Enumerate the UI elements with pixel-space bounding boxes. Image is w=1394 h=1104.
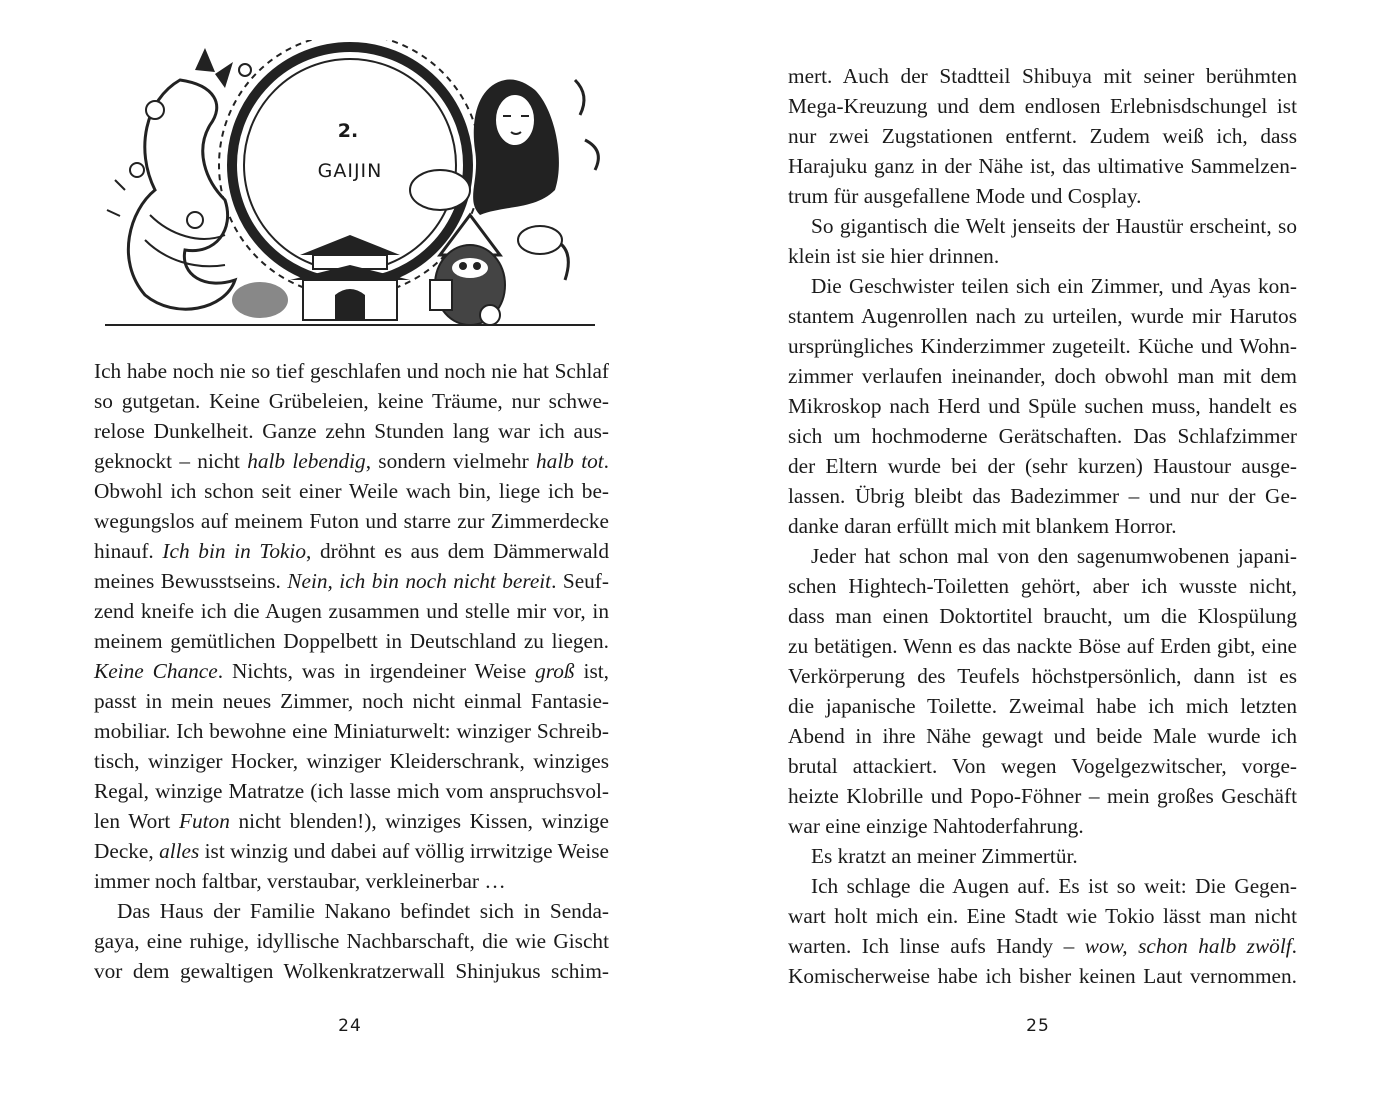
text-line [94,866,609,896]
text-segment: wegungslos auf meinem Futon und starre zur Zimmerdecke [94,509,609,533]
text-line [94,956,609,986]
text-segment: Regal, winzige Matratze (ich lasse mich vom anspruchsvol- [94,779,609,803]
text-line [788,91,1297,121]
text-line [788,241,1297,271]
text-line [94,536,609,566]
text-segment: . Nichts, was in irgendeiner Weise [217,659,536,683]
text-segment: . Seuf- [551,569,609,593]
text-line [94,596,609,626]
left-page-text [94,356,609,986]
text-line [788,841,1297,871]
italic-text: alles [159,839,200,863]
text-segment: Mikroskop nach Herd und Spüle suchen muss, handelt es [788,394,1297,418]
text-segment: So gigantisch die Welt jenseits der Haustür erscheint, so [811,214,1297,238]
text-segment: Verkörperung des Teufels höchstpersönlich, dann ist es [788,664,1297,688]
text-line [788,541,1297,571]
text-segment: len Wort [94,809,179,833]
text-line [94,776,609,806]
text-line [788,721,1297,751]
text-line [788,361,1297,391]
text-segment: war eine einzige Nahtoderfahrung. [788,814,1084,838]
text-segment: meines Bewusstseins. [94,569,288,593]
text-segment: zend kneife ich die Augen zusammen und stelle mir vor, in [94,599,609,623]
text-line [788,571,1297,601]
text-segment: . [1291,934,1297,958]
text-segment: Abend in ihre Nähe gewagt und beide Male wurde ich [788,724,1297,748]
text-line [788,181,1297,211]
text-segment: Jeder hat schon mal von den sagenumwobenen japani- [811,544,1297,568]
text-line [94,386,609,416]
text-segment: nicht blenden!), winziges Kissen, winzige [229,809,610,833]
text-line [788,631,1297,661]
text-line [788,301,1297,331]
text-line [788,211,1297,241]
text-segment: Komischerweise habe ich bisher keinen Laut vernommen. [788,964,1297,988]
text-segment: lassen. Übrig bleibt das Badezimmer – und nur der Ge- [788,484,1297,508]
page-number: 24 [338,1016,362,1036]
italic-text: Nein, ich bin noch nicht bereit [287,569,552,593]
text-segment: trum für ausgefallene Mode und Cosplay. [788,184,1142,208]
text-segment: die japanische Toilette. Zweimal habe ich mich letzten [788,694,1297,718]
text-segment: ist winzig und dabei auf völlig irrwitzige Weise [199,839,609,863]
text-line [788,691,1297,721]
text-line [94,566,609,596]
text-line [94,926,609,956]
text-segment: tisch, winziger Hocker, winziger Kleiderschrank, winziges [94,749,609,773]
text-segment: sich um hochmoderne Gerätschaften. Das Schlafzimmer [788,424,1297,448]
text-line [788,661,1297,691]
text-line [94,836,609,866]
text-segment: Ich habe noch nie so tief geschlafen und noch nie hat Schlaf [94,359,609,383]
text-segment: nur zwei Zugstationen entfernt. Zudem weiß ich, dass [788,124,1297,148]
page-number: 25 [1026,1016,1050,1036]
text-segment: klein ist sie hier drinnen. [788,244,1000,268]
text-segment: mert. Auch der Stadtteil Shibuya mit seiner berühmten [788,64,1297,88]
text-line [788,781,1297,811]
italic-text: Futon [178,809,230,833]
text-segment: geknockt – nicht [94,449,248,473]
text-segment: Ich schlage die Augen auf. Es ist so weit: Die Gegen- [811,874,1297,898]
text-segment: mobiliar. Ich bewohne eine Miniaturwelt: winziger Schreib- [94,719,609,743]
text-line [94,806,609,836]
text-line [94,686,609,716]
text-line [788,151,1297,181]
text-segment: so gutgetan. Keine Grübeleien, keine Träume, nur schwe- [94,389,609,413]
text-segment: ist, [574,659,609,683]
right-page-text [788,61,1297,991]
text-line [788,481,1297,511]
text-segment: heizte Klobrille und Popo-Föhner – mein großes Geschäft [788,784,1297,808]
text-line [788,271,1297,301]
text-segment: passt in mein neues Zimmer, noch nicht einmal Fantasie- [94,689,609,713]
text-segment: danke daran erfüllt mich mit blankem Horror. [788,514,1177,538]
right-page [697,0,1394,1104]
text-line [94,416,609,446]
text-segment: zimmer verlaufen ineinander, doch obwohl man mit dem [788,364,1297,388]
text-segment: Das Haus der Familie Nakano befindet sich in Senda- [117,899,609,923]
text-line [788,451,1297,481]
chapter-title: GAIJIN [317,160,383,182]
text-line [94,746,609,776]
italic-text: halb tot [536,449,604,473]
text-segment: Harajuku ganz in der Nähe ist, das ultimative Sammelzen- [788,154,1297,178]
text-segment: , sondern vielmehr [365,449,537,473]
text-segment: zu betätigen. Wenn es das nackte Böse auf Erden gibt, eine [788,634,1297,658]
italic-text: groß [535,659,575,683]
text-line [788,511,1297,541]
text-line [94,896,609,926]
text-line [94,476,609,506]
text-line [94,506,609,536]
italic-text: Keine Chance [94,659,218,683]
text-segment: Decke, [94,839,160,863]
chapter-illustration [85,40,615,340]
text-line [788,331,1297,361]
text-line [788,901,1297,931]
text-line [94,356,609,386]
italic-text: wow, schon halb zwölf [1084,934,1292,958]
text-segment: ursprüngliches Kinderzimmer zugeteilt. Küche und Wohn- [788,334,1297,358]
text-line [788,961,1297,991]
text-line [788,421,1297,451]
text-segment: . [603,449,609,473]
text-line [788,61,1297,91]
chapter-number: 2. [337,120,359,142]
text-segment: gaya, eine ruhige, idyllische Nachbarschaft, die wie Gischt [94,929,609,953]
italic-text: halb lebendig [247,449,366,473]
text-line [788,121,1297,151]
text-segment: vor dem gewaltigen Wolkenkratzerwall Shinjukus schim- [94,959,609,983]
text-segment: wart holt mich ein. Eine Stadt wie Tokio lässt man nicht [788,904,1297,928]
text-line [788,391,1297,421]
text-line [788,811,1297,841]
text-segment: relose Dunkelheit. Ganze zehn Stunden lang war ich aus- [94,419,609,443]
text-line [94,446,609,476]
text-line [788,601,1297,631]
text-segment: Obwohl ich schon seit einer Weile wach bin, liege ich be- [94,479,609,503]
text-segment: warten. Ich linse aufs Handy – [788,934,1085,958]
text-segment: meinem gemütlichen Doppelbett in Deutschland zu liegen. [94,629,609,653]
text-segment: Es kratzt an meiner Zimmertür. [811,844,1078,868]
text-line [788,931,1297,961]
text-segment: stantem Augenrollen nach zu urteilen, wurde mir Harutos [788,304,1297,328]
text-segment: , dröhnt es aus dem Dämmerwald [305,539,609,563]
text-segment: hinauf. [94,539,163,563]
text-line [788,871,1297,901]
text-segment: Mega-Kreuzung und dem endlosen Erlebnisdschungel ist [788,94,1297,118]
text-segment: der Eltern wurde bei der (sehr kurzen) Haustour ausge- [788,454,1297,478]
italic-text: Ich bin in Tokio [162,539,306,563]
text-line [94,716,609,746]
text-line [788,751,1297,781]
text-line [94,656,609,686]
text-line [94,626,609,656]
text-segment: Die Geschwister teilen sich ein Zimmer, und Ayas kon- [811,274,1297,298]
text-segment: brutal attackiert. Von wegen Vogelgezwitscher, vorge- [788,754,1297,778]
text-segment: dass man einen Doktortitel braucht, um die Klospülung [788,604,1297,628]
text-segment: immer noch faltbar, verstaubar, verkleinerbar … [94,869,506,893]
text-segment: schen Hightech-Toiletten gehört, aber ich wusste nicht, [788,574,1297,598]
